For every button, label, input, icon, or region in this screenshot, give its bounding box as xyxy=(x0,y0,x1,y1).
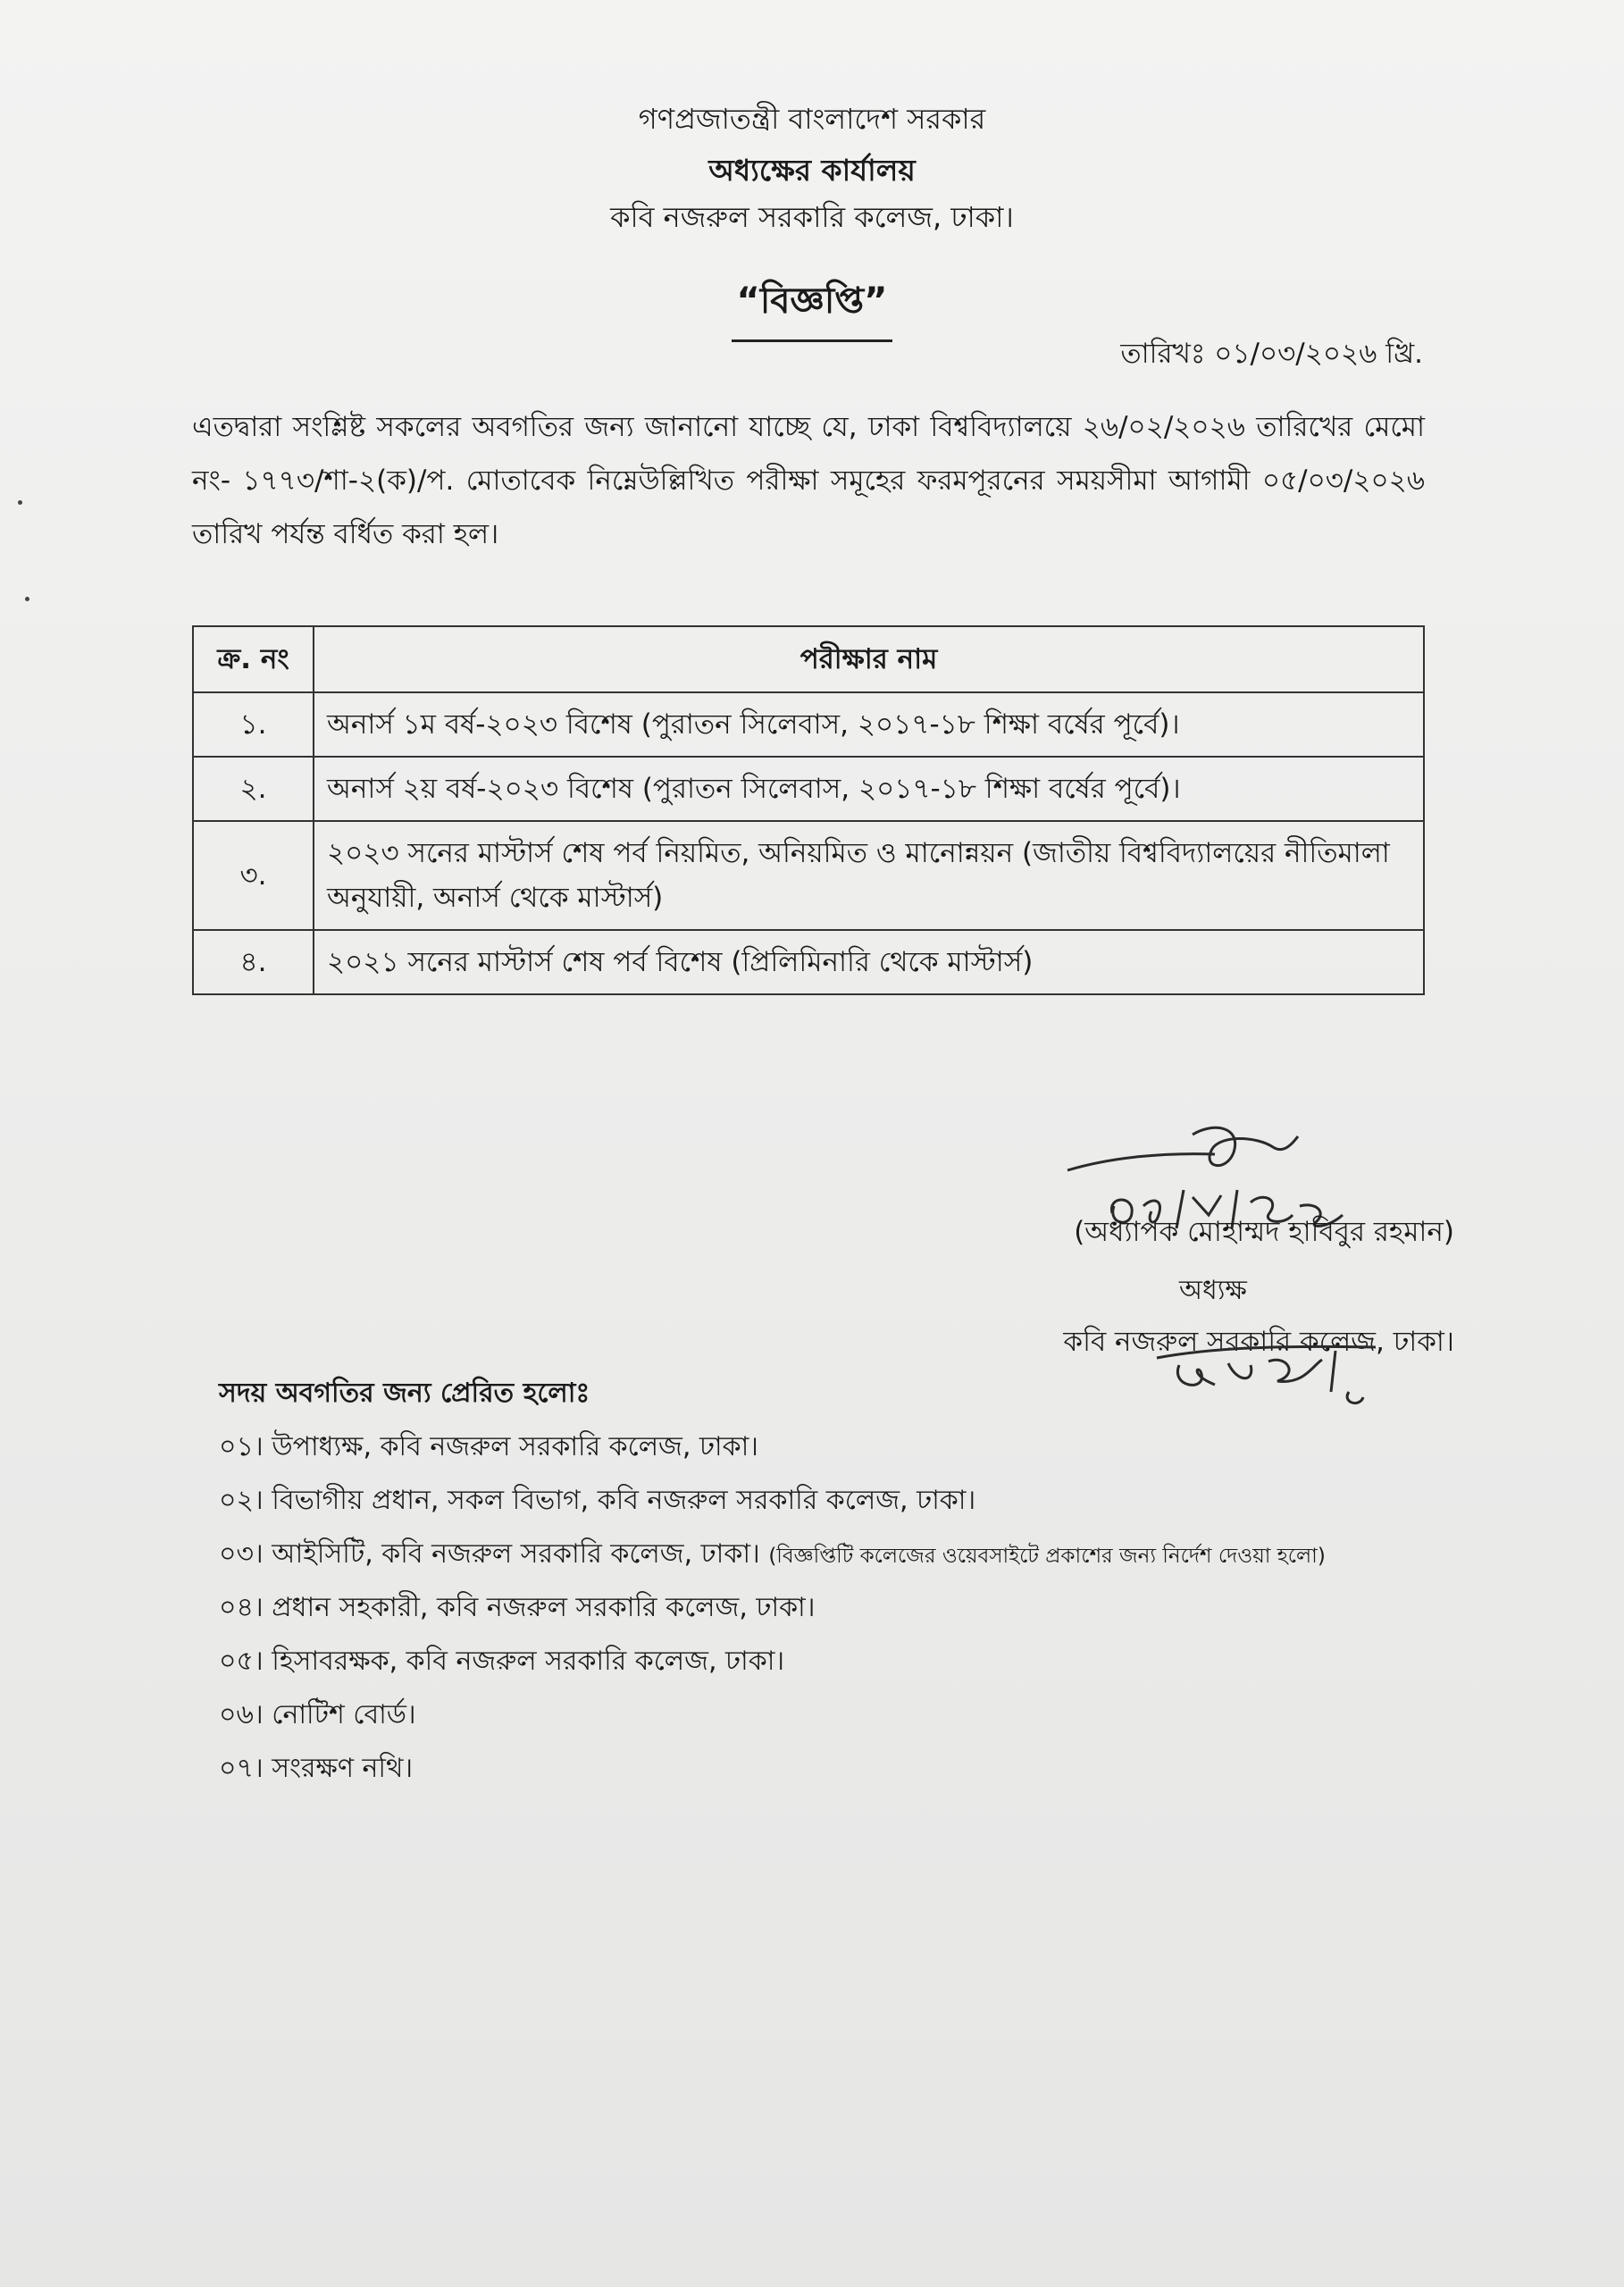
cc-item xyxy=(219,1639,784,1685)
cc-item xyxy=(219,1747,413,1792)
table-row xyxy=(193,757,1424,821)
notice-title-text: “বিজ্ঞপ্তি” xyxy=(732,272,893,342)
row-exam-name: ২০২১ সনের মাস্টার্স শেষ পর্ব বিশেষ (প্রিলিমিনারি থেকে মাস্টার্স) xyxy=(314,930,1424,994)
cc-item xyxy=(219,1425,758,1470)
header-exam-name: পরীক্ষার নাম xyxy=(314,626,1424,692)
cc-item-text: ০১। উপাধ্যক্ষ, কবি নজরুল সরকারি কলেজ, ঢাকা। xyxy=(219,1431,759,1462)
row-serial: ৪. xyxy=(193,930,314,994)
cc-heading: সদয় অবগতির জন্য প্রেরিত হলোঃ xyxy=(219,1378,590,1409)
row-exam-name: অনার্স ১ম বর্ষ-২০২৩ বিশেষ (পুরাতন সিলেবাস, ২০১৭-১৮ শিক্ষা বর্ষের পূর্বে)। xyxy=(314,692,1424,757)
row-serial: ২. xyxy=(193,757,314,821)
speck-mark xyxy=(18,500,22,505)
notice-body: এতদ্বারা সংশ্লিষ্ট সকলের অবগতির জন্য জানানো যাচ্ছে যে, ঢাকা বিশ্ববিদ্যালয়ে ২৬/০২/২০২৬ তারিখের মেমো নং- ১৭৭৩/শা-২(ক)/প. মোতাবেক নিম্নেউল্লিখিত পরীক্ষা সমূহের ফরমপূরনের সময়সীমা আগামী ০৫/০৩/২০২৬ তারিখ পর্যন্ত বর্ধিত করা হল। xyxy=(192,411,1425,550)
header-government: গণপ্রজাতন্ত্রী বাংলাদেশ সরকার xyxy=(638,102,986,136)
table-row xyxy=(193,930,1424,994)
header-college: কবি নজরুল সরকারি কলেজ, ঢাকা। xyxy=(610,200,1014,234)
exam-table xyxy=(192,625,1425,995)
cc-item-text: ০৪। প্রধান সহকারী, কবি নজরুল সরকারি কলেজ, ঢাকা। xyxy=(219,1592,816,1623)
table-row xyxy=(193,692,1424,757)
cc-item-note: (বিজ্ঞপ্তিটি কলেজের ওয়েবসাইটে প্রকাশের জন্য নির্দেশ দেওয়া হলো) xyxy=(768,1545,1326,1568)
cc-item-text: ০২। বিভাগীয় প্রধান, সকল বিভাগ, কবি নজরুল সরকারি কলেজ, ঢাকা। xyxy=(219,1485,976,1516)
table-header-row xyxy=(193,626,1424,692)
cc-item-text: ০৭। সংরক্ষণ নথি। xyxy=(219,1753,414,1784)
header-office: অধ্যক্ষের কার্যালয় xyxy=(708,153,916,188)
speck-mark xyxy=(25,597,29,601)
signatory-designation: অধ্যক্ষ xyxy=(1179,1275,1247,1306)
cc-item-text: ০৬। নোটিশ বোর্ড। xyxy=(219,1699,416,1730)
cc-item xyxy=(219,1693,416,1738)
handwritten-initials xyxy=(1152,1338,1385,1410)
cc-item-text: ০৩। আইসিটি, কবি নজরুল সরকারি কলেজ, ঢাকা। xyxy=(219,1538,760,1570)
signatory-college: কবি নজরুল সরকারি কলেজ, ঢাকা। xyxy=(1063,1326,1454,1358)
notice-date: তারিখঃ ০১/০৩/২০২৬ খ্রি. xyxy=(1120,338,1423,370)
signatory-name: (অধ্যাপক মোহাম্মদ হাবিবুর রহমান) xyxy=(1074,1216,1454,1248)
cc-item xyxy=(219,1586,816,1631)
cc-item-text: ০৫। হিসাবরক্ষক, কবি নজরুল সরকারি কলেজ, ঢাকা। xyxy=(219,1646,785,1677)
cc-item xyxy=(219,1532,1326,1578)
header-serial: ক্র. নং xyxy=(193,626,314,692)
table-row xyxy=(193,821,1424,930)
row-serial: ১. xyxy=(193,692,314,757)
cc-item xyxy=(219,1479,975,1524)
row-exam-name: ২০২৩ সনের মাস্টার্স শেষ পর্ব নিয়মিত, অনিয়মিত ও মানোন্নয়ন (জাতীয় বিশ্ববিদ্যালয়ের নীতিমালা অনুযায়ী, অনার্স থেকে মাস্টার্স) xyxy=(314,821,1424,930)
row-exam-name: অনার্স ২য় বর্ষ-২০২৩ বিশেষ (পুরাতন সিলেবাস, ২০১৭-১৮ শিক্ষা বর্ষের পূর্বে)। xyxy=(314,757,1424,821)
row-serial: ৩. xyxy=(193,821,314,930)
